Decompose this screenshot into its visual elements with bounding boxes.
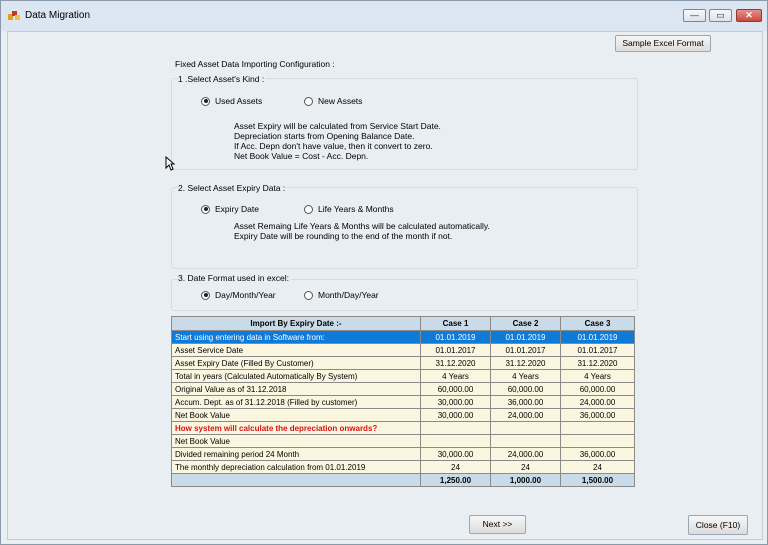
table-cell: 60,000.00 (421, 383, 491, 396)
table-cell: 30,000.00 (421, 448, 491, 461)
table-cell: 24,000.00 (561, 396, 635, 409)
table-cell: 4 Years (561, 370, 635, 383)
table-cell (491, 435, 561, 448)
table-cell: Asset Service Date (172, 344, 421, 357)
table-cell: Net Book Value (172, 409, 421, 422)
table-cell: 60,000.00 (561, 383, 635, 396)
table-cell: 01.01.2019 (421, 331, 491, 344)
minimize-button[interactable]: — (683, 9, 706, 22)
table-cell: 01.01.2017 (561, 344, 635, 357)
client-area (7, 31, 763, 540)
table-cell: Asset Expiry Date (Filled By Customer) (172, 357, 421, 370)
config-title: Fixed Asset Data Importing Configuration : (175, 59, 335, 69)
example-cases-table (171, 316, 635, 487)
table-cell: 01.01.2019 (561, 331, 635, 344)
radio-unchecked-icon (304, 291, 313, 300)
table-cell: Start using entering data in Software from: (172, 331, 421, 344)
table-row[interactable] (172, 344, 635, 357)
table-cell: 60,000.00 (491, 383, 561, 396)
table-cell: 30,000.00 (421, 396, 491, 409)
column-header: Case 2 (491, 317, 561, 331)
table-total-row[interactable] (172, 474, 635, 487)
table-cell: 01.01.2019 (491, 331, 561, 344)
column-header: Case 1 (421, 317, 491, 331)
expiry-data-description: Asset Remaing Life Years & Months will be calculated automatically. Expiry Date will be rounding to the end of the month if not. (234, 221, 490, 241)
close-window-button[interactable]: ✕ (736, 9, 762, 22)
radio-month-day-year[interactable]: Month/Day/Year (304, 290, 379, 300)
radio-checked-icon (201, 205, 210, 214)
radio-checked-icon (201, 291, 210, 300)
app-icon (8, 10, 20, 21)
table-cell: 24,000.00 (491, 409, 561, 422)
table-row[interactable] (172, 422, 635, 435)
table-cell: Accum. Dept. as of 31.12.2018 (Filled by customer) (172, 396, 421, 409)
close-button[interactable]: Close (F10) (688, 515, 748, 535)
table-cell: 1,250.00 (421, 474, 491, 487)
table-cell (172, 474, 421, 487)
radio-unchecked-icon (304, 97, 313, 106)
column-header: Import By Expiry Date :- (172, 317, 421, 331)
table-cell: 01.01.2017 (421, 344, 491, 357)
table-cell: Original Value as of 31.12.2018 (172, 383, 421, 396)
table-cell: 24 (491, 461, 561, 474)
table-cell: 1,500.00 (561, 474, 635, 487)
table-cell: 31.12.2020 (491, 357, 561, 370)
date-format-title: 3. Date Format used in excel: (178, 273, 290, 283)
window-title: Data Migration (25, 10, 91, 21)
table-cell: 1,000.00 (491, 474, 561, 487)
table-row[interactable] (172, 370, 635, 383)
table-cell (561, 435, 635, 448)
table-row[interactable] (172, 461, 635, 474)
table-cell: 24,000.00 (491, 448, 561, 461)
table-row[interactable] (172, 448, 635, 461)
table-cell: 36,000.00 (491, 396, 561, 409)
asset-kind-description: Asset Expiry will be calculated from Service Start Date. Depreciation starts from Opening Balance Date. If Acc. Depn don't have value, then it convert to zero. Net Book Value = Cost - Acc. Depn. (234, 121, 441, 161)
radio-life-years-months[interactable]: Life Years & Months (304, 204, 394, 214)
table-cell: 4 Years (421, 370, 491, 383)
table-row[interactable] (172, 396, 635, 409)
table-header-row (172, 317, 635, 331)
column-header: Case 3 (561, 317, 635, 331)
table-cell: Net Book Value (172, 435, 421, 448)
table-cell: 36,000.00 (561, 409, 635, 422)
table-cell (561, 422, 635, 435)
radio-day-month-year[interactable]: Day/Month/Year (201, 290, 276, 300)
table-cell: 31.12.2020 (561, 357, 635, 370)
asset-kind-title: 1 .Select Asset's Kind : (178, 74, 265, 84)
table-row[interactable] (172, 409, 635, 422)
table-row[interactable] (172, 435, 635, 448)
table-cell: 24 (561, 461, 635, 474)
table-cell: Total in years (Calculated Automatically By System) (172, 370, 421, 383)
sample-excel-format-button[interactable]: Sample Excel Format (615, 35, 711, 52)
radio-checked-icon (201, 97, 210, 106)
table-row-selected[interactable] (172, 331, 635, 344)
table-cell-highlight: How system will calculate the depreciation onwards? (172, 422, 421, 435)
radio-new-assets[interactable]: New Assets (304, 96, 362, 106)
table-cell: Divided remaining period 24 Month (172, 448, 421, 461)
table-row[interactable] (172, 357, 635, 370)
maximize-button[interactable]: ▭ (709, 9, 732, 22)
table-cell: 30,000.00 (421, 409, 491, 422)
radio-used-assets[interactable]: Used Assets (201, 96, 262, 106)
table-cell (421, 435, 491, 448)
table-cell: 36,000.00 (561, 448, 635, 461)
mouse-cursor-icon (165, 156, 175, 171)
next-button[interactable]: Next >> (469, 515, 526, 534)
table-row[interactable] (172, 383, 635, 396)
title-bar[interactable] (1, 1, 767, 31)
table-cell: 31.12.2020 (421, 357, 491, 370)
table-cell: The monthly depreciation calculation from 01.01.2019 (172, 461, 421, 474)
radio-unchecked-icon (304, 205, 313, 214)
table-cell (421, 422, 491, 435)
table-cell (491, 422, 561, 435)
table-cell: 4 Years (491, 370, 561, 383)
table-cell: 01.01.2017 (491, 344, 561, 357)
radio-expiry-date[interactable]: Expiry Date (201, 204, 259, 214)
table-cell: 24 (421, 461, 491, 474)
expiry-data-title: 2. Select Asset Expiry Data : (178, 183, 286, 193)
